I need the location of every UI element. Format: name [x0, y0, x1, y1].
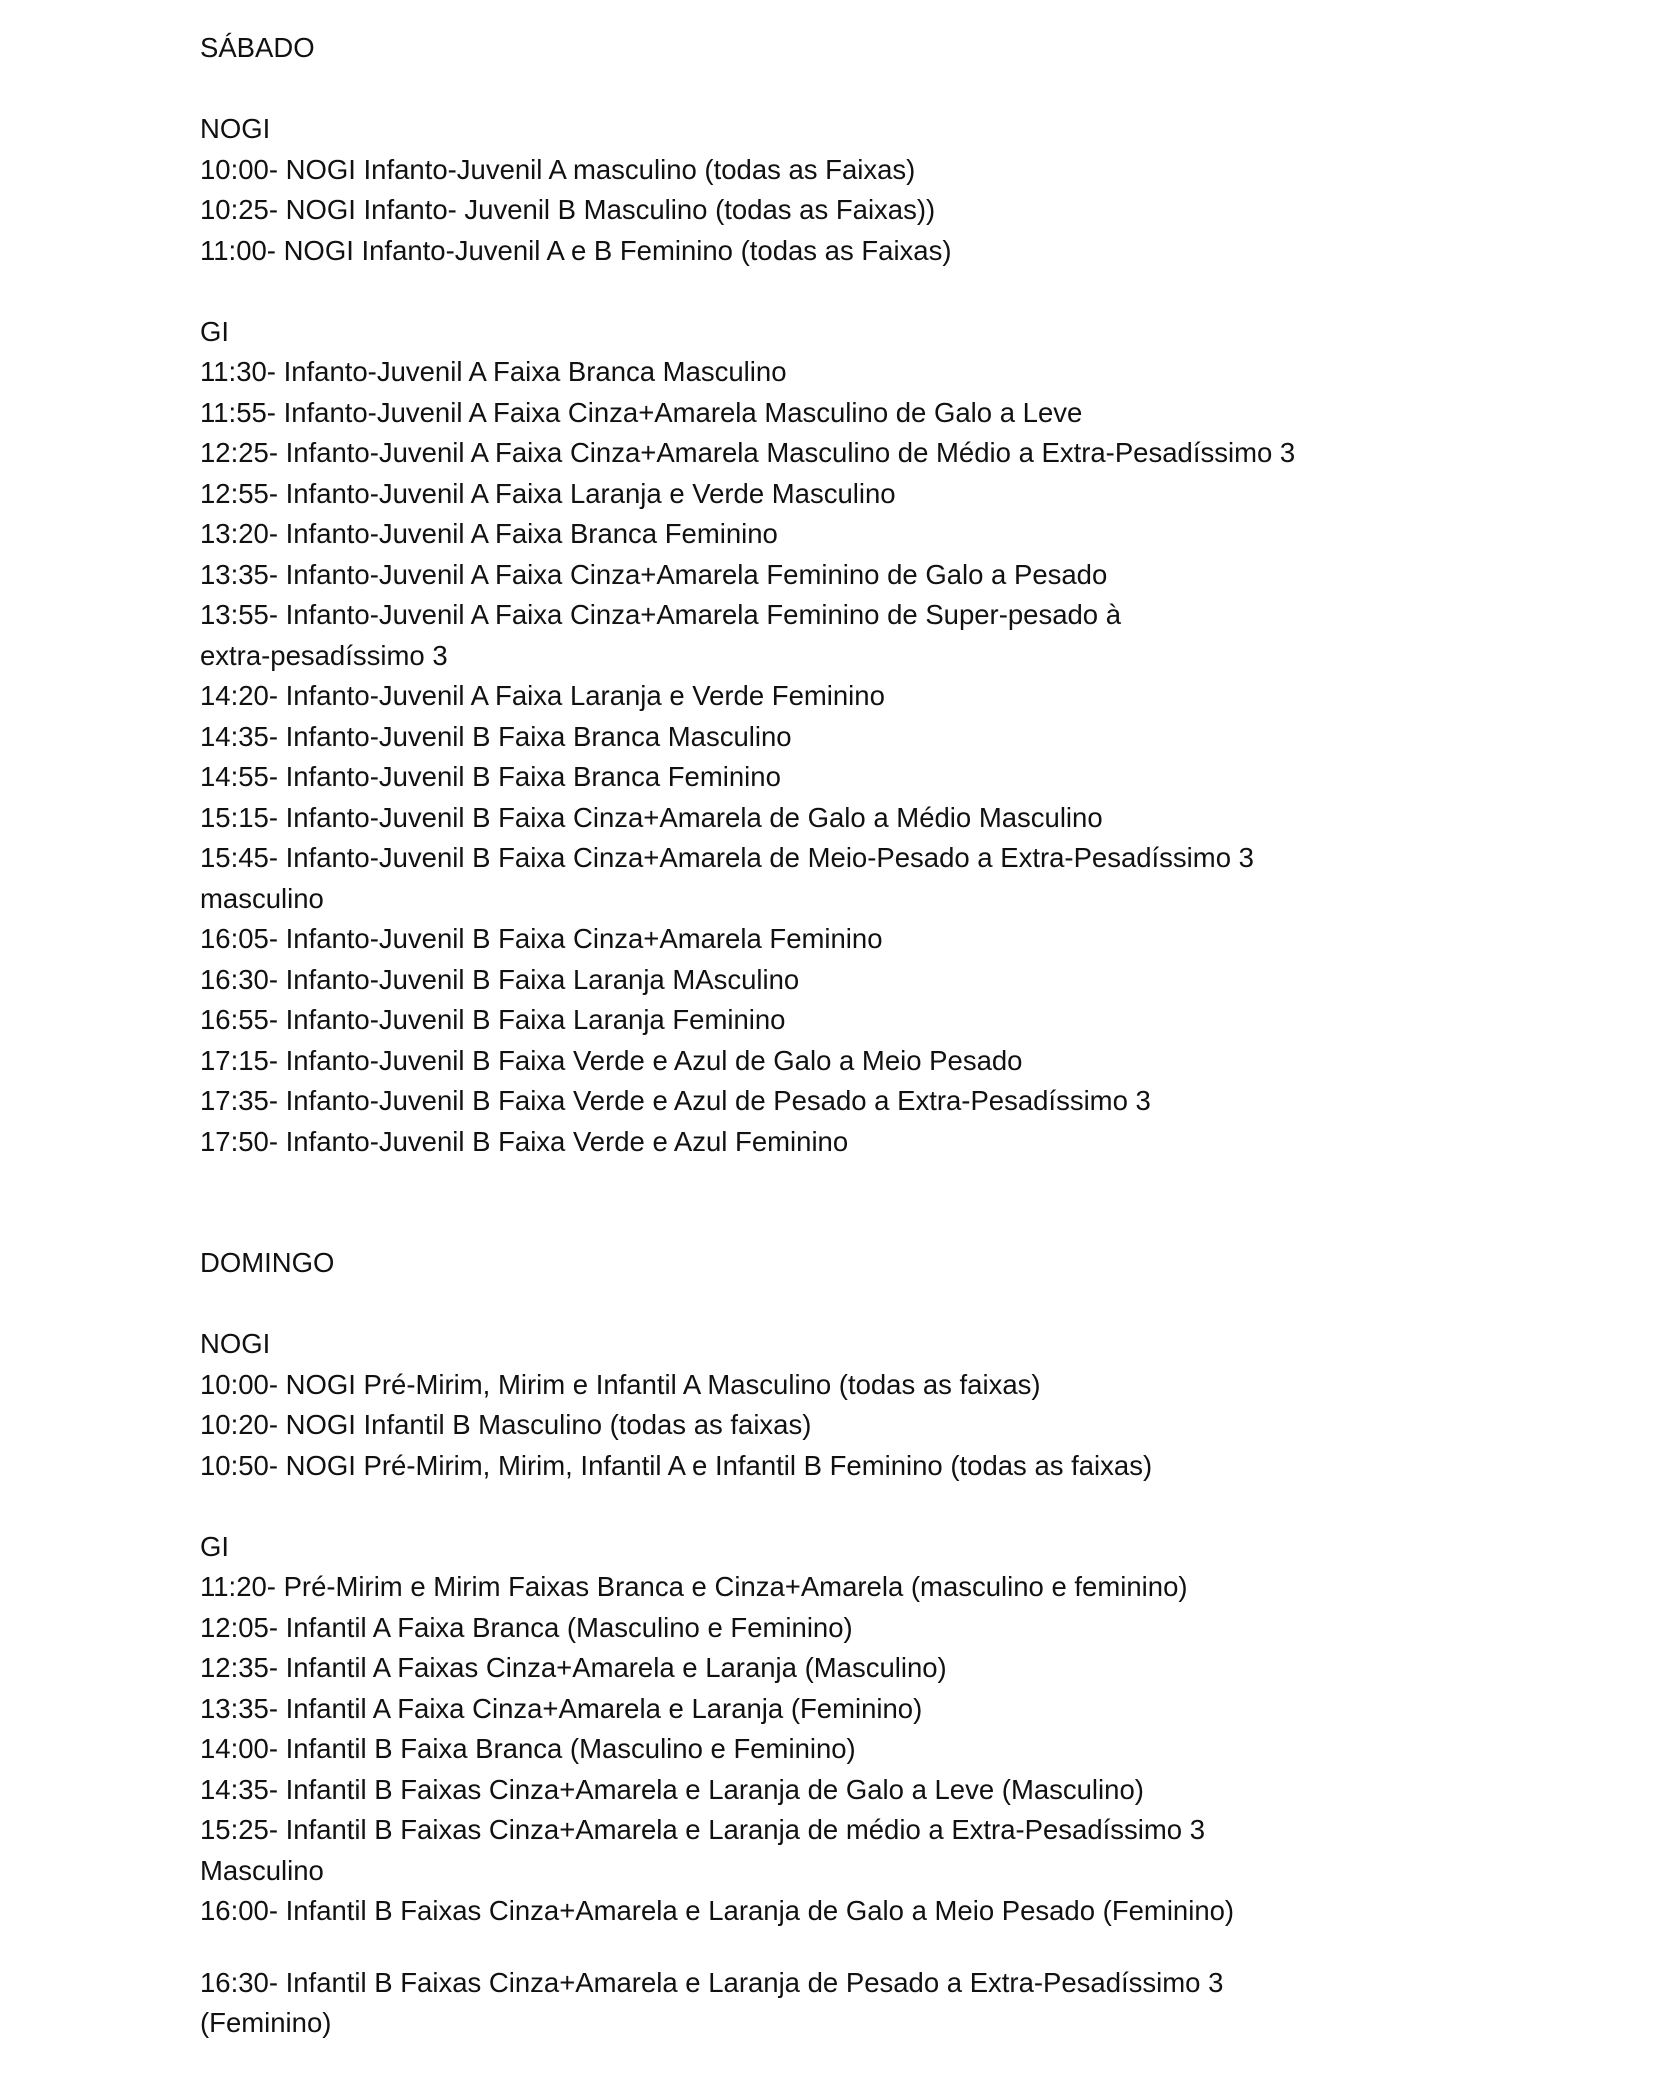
spacer: [200, 1284, 1450, 1325]
schedule-entry: 10:25- NOGI Infanto- Juvenil B Masculino (todas as Faixas)): [200, 194, 936, 225]
schedule-entry: 13:35- Infanto-Juvenil A Faixa Cinza+Amarela Feminino de Galo a Pesado: [200, 558, 1108, 590]
gi-schedule-saturday: [200, 352, 1450, 1162]
schedule-entry: 14:35- Infanto-Juvenil B Faixa Branca Masculino: [200, 720, 792, 752]
schedule-entry: 11:55- Infanto-Juvenil A Faixa Cinza+Amarela Masculino de Galo a Leve: [200, 396, 1083, 428]
nogi-schedule-saturday: [200, 150, 1450, 272]
schedule-entry-continuation: Masculino: [200, 1854, 324, 1886]
schedule-entry: 17:35- Infanto-Juvenil B Faixa Verde e Azul de Pesado a Extra-Pesadíssimo 3: [200, 1085, 1151, 1116]
schedule-entry: 15:15- Infanto-Juvenil B Faixa Cinza+Amarela de Galo a Médio Masculino: [200, 801, 1103, 833]
day-title-saturday: SÁBADO: [200, 32, 315, 63]
schedule-entry: 16:05- Infanto-Juvenil B Faixa Cinza+Amarela Feminino: [200, 923, 883, 954]
schedule-entry: 10:20- NOGI Infantil B Masculino (todas as faixas): [200, 1409, 812, 1440]
spacer: [200, 1932, 1450, 1963]
spacer: [200, 1203, 1450, 1244]
schedule-entry: 17:50- Infanto-Juvenil B Faixa Verde e Azul Feminino: [200, 1125, 849, 1157]
spacer: [200, 69, 1450, 110]
schedule-entry: 12:35- Infantil A Faixas Cinza+Amarela e Laranja (Masculino): [200, 1652, 947, 1683]
section-heading-nogi-saturday: NOGI: [200, 113, 271, 144]
schedule-entry: 16:55- Infanto-Juvenil B Faixa Laranja Feminino: [200, 1004, 786, 1035]
schedule-entry: 13:55- Infanto-Juvenil A Faixa Cinza+Amarela Feminino de Super-pesado à: [200, 599, 1122, 630]
section-heading-gi-saturday: GI: [200, 315, 230, 347]
schedule-entry: 15:45- Infanto-Juvenil B Faixa Cinza+Amarela de Meio-Pesado a Extra-Pesadíssimo 3: [200, 842, 1254, 873]
schedule-entry-continuation: extra-pesadíssimo 3: [200, 639, 448, 671]
spacer: [200, 1162, 1450, 1203]
schedule-entry-continuation: (Feminino): [200, 2007, 332, 2038]
schedule-entry: 12:55- Infanto-Juvenil A Faixa Laranja e Verde Masculino: [200, 477, 896, 509]
schedule-document: [200, 28, 1450, 2044]
schedule-entry: 14:20- Infanto-Juvenil A Faixa Laranja e Verde Feminino: [200, 680, 885, 711]
spacer: [200, 271, 1450, 312]
schedule-entry: 10:50- NOGI Pré-Mirim, Mirim, Infantil A e Infantil B Feminino (todas as faixas): [200, 1449, 1153, 1481]
spacer: [200, 1486, 1450, 1527]
schedule-entry-continuation: masculino: [200, 882, 324, 914]
schedule-entry: 12:05- Infantil A Faixa Branca (Masculino e Feminino): [200, 1611, 853, 1643]
nogi-schedule-sunday: [200, 1365, 1450, 1487]
gi-schedule-sunday: [200, 1567, 1450, 2044]
schedule-entry: 14:35- Infantil B Faixas Cinza+Amarela e Laranja de Galo a Leve (Masculino): [200, 1773, 1144, 1805]
section-heading-nogi-sunday: NOGI: [200, 1328, 271, 1359]
schedule-entry: 11:30- Infanto-Juvenil A Faixa Branca Masculino: [200, 356, 787, 387]
schedule-entry: 11:00- NOGI Infanto-Juvenil A e B Feminino (todas as Faixas): [200, 234, 952, 266]
schedule-entry: 10:00- NOGI Infanto-Juvenil A masculino (todas as Faixas): [200, 153, 916, 185]
schedule-entry: 17:15- Infanto-Juvenil B Faixa Verde e Azul de Galo a Meio Pesado: [200, 1044, 1023, 1076]
schedule-entry: 13:20- Infanto-Juvenil A Faixa Branca Feminino: [200, 518, 778, 549]
schedule-entry: 11:20- Pré-Mirim e Mirim Faixas Branca e Cinza+Amarela (masculino e feminino): [200, 1571, 1188, 1602]
schedule-entry: 14:00- Infantil B Faixa Branca (Masculino e Feminino): [200, 1733, 856, 1764]
schedule-entry: 13:35- Infantil A Faixa Cinza+Amarela e Laranja (Feminino): [200, 1692, 923, 1724]
schedule-entry: 10:00- NOGI Pré-Mirim, Mirim e Infantil A Masculino (todas as faixas): [200, 1368, 1041, 1400]
schedule-entry: 14:55- Infanto-Juvenil B Faixa Branca Feminino: [200, 761, 781, 792]
schedule-entry: 15:25- Infantil B Faixas Cinza+Amarela e Laranja de médio a Extra-Pesadíssimo 3: [200, 1814, 1206, 1845]
section-heading-gi-sunday: GI: [200, 1530, 230, 1562]
schedule-entry: 16:30- Infanto-Juvenil B Faixa Laranja MAsculino: [200, 963, 800, 995]
schedule-entry: 12:25- Infanto-Juvenil A Faixa Cinza+Amarela Masculino de Médio a Extra-Pesadíssimo 3: [200, 437, 1296, 468]
schedule-entry: 16:30- Infantil B Faixas Cinza+Amarela e Laranja de Pesado a Extra-Pesadíssimo 3: [200, 1966, 1224, 1998]
day-title-sunday: DOMINGO: [200, 1247, 335, 1278]
schedule-entry: 16:00- Infantil B Faixas Cinza+Amarela e Laranja de Galo a Meio Pesado (Feminino): [200, 1895, 1235, 1926]
